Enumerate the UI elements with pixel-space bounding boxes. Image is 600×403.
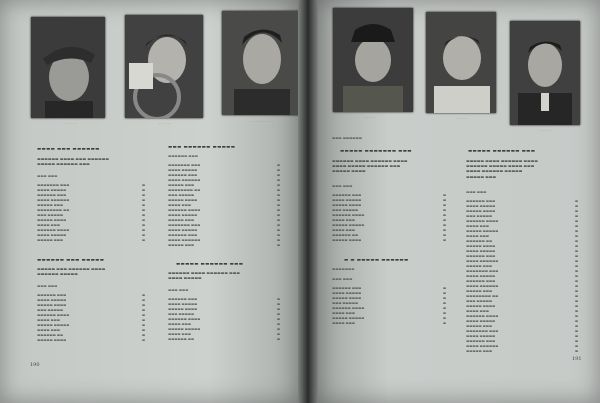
portrait-photo-6	[510, 21, 580, 125]
table-row: ▬▬▬▬ ▬▬▬▬▬ ▬	[466, 249, 578, 253]
subheading: ▬▬▬ ▬▬▬	[332, 277, 353, 281]
table-row: ▬▬▬▬▬▬ ▬▬ ▬	[332, 233, 446, 237]
table-row: ▬▬▬▬ ▬▬▬▬▬ ▬	[466, 334, 578, 338]
table-row: ▬▬▬▬ ▬▬▬▬▬▬ ▬	[466, 344, 578, 348]
table-row: ▬▬▬▬▬ ▬▬▬ ▬	[37, 203, 145, 207]
table-row: ▬▬▬▬ ▬▬▬ ▬	[466, 234, 578, 238]
intro-paragraph: ▬▬▬▬▬▬ ▬▬▬▬ ▬▬▬▬▬▬ ▬▬▬▬ ▬▬▬▬ ▬▬▬▬▬ ▬▬▬▬▬▬ ▬▬▬ ▬▬▬▬▬ ▬▬▬▬	[332, 158, 408, 174]
table-row: ▬▬▬▬▬ ▬▬▬▬ ▬	[466, 209, 578, 213]
subheading: ▬▬▬▬▬▬▬	[332, 267, 355, 271]
subheading: ▬▬▬ ▬▬▬	[37, 284, 58, 288]
table-row: ▬▬▬▬ ▬▬▬▬▬▬ ▬	[168, 238, 280, 242]
table-row: ▬▬▬▬▬▬ ▬▬▬▬ ▬	[332, 306, 446, 310]
table-row: ▬▬▬▬▬ ▬▬▬▬ ▬	[466, 304, 578, 308]
table-row: ▬▬▬▬ ▬▬▬▬▬ ▬	[466, 274, 578, 278]
table-row: ▬▬▬▬▬▬▬ ▬▬▬ ▬	[466, 329, 578, 333]
table-row: ▬▬▬▬▬▬ ▬▬▬ ▬	[332, 286, 446, 290]
caption-2: · · · · · ·	[158, 122, 172, 126]
table-row: ▬▬▬▬▬▬▬ ▬▬▬ ▬	[168, 163, 280, 167]
section-heading: ▬ ▬ ▬▬▬▬▬ ▬▬▬▬▬▬	[344, 258, 409, 263]
table-row: ▬▬▬▬ ▬▬▬▬▬ ▬	[37, 188, 145, 192]
table-row: ▬▬▬▬▬▬ ▬▬▬ ▬	[168, 233, 280, 237]
table-row: ▬▬▬▬ ▬▬▬▬▬ ▬	[168, 168, 280, 172]
caption-3: · · · · · · · · · ·	[251, 120, 273, 124]
section-heading: ▬▬▬▬▬ ▬▬▬▬▬▬▬ ▬▬▬	[340, 149, 412, 154]
table-row: ▬▬▬▬ ▬▬▬▬▬ ▬	[168, 213, 280, 217]
table-row: ▬▬▬ ▬▬▬▬▬ ▬	[37, 213, 145, 217]
table-row: ▬▬▬▬▬ ▬▬▬▬ ▬	[168, 198, 280, 202]
portrait-photo-1	[31, 17, 105, 118]
book-gutter	[298, 0, 318, 403]
table-row: ▬▬▬▬ ▬▬▬ ▬	[466, 224, 578, 228]
table-row: ▬▬▬▬▬▬ ▬▬▬▬ ▬	[168, 317, 280, 321]
table-row: ▬▬▬▬▬▬ ▬▬ ▬	[466, 239, 578, 243]
table-row: ▬▬▬ ▬▬▬▬▬ ▬	[332, 301, 446, 305]
table-row: ▬▬▬▬▬▬ ▬▬ ▬	[168, 337, 280, 341]
subheading: ▬▬▬ ▬▬▬	[332, 184, 353, 188]
table-row: ▬▬▬▬▬ ▬▬▬ ▬	[466, 289, 578, 293]
table-row: ▬▬▬▬▬▬ ▬▬▬▬ ▬	[466, 314, 578, 318]
table-row: ▬▬▬▬▬▬ ▬▬▬▬ ▬	[37, 228, 145, 232]
right-page	[318, 0, 600, 403]
table-row: ▬▬▬ ▬▬▬▬▬ ▬	[466, 214, 578, 218]
table-row: ▬▬▬▬▬ ▬▬▬▬▬ ▬	[168, 327, 280, 331]
table-row: ▬▬▬▬▬▬ ▬▬▬ ▬	[168, 297, 280, 301]
subheading: ▬▬▬▬▬▬ ▬▬▬	[168, 154, 198, 158]
section-heading: ▬▬▬▬▬▬ ▬▬▬ ▬▬▬▬▬	[37, 258, 105, 263]
table-row: ▬▬▬▬▬ ▬▬▬ ▬	[168, 243, 280, 247]
intro-paragraph: ▬▬▬▬▬ ▬▬▬ ▬▬▬▬▬▬ ▬▬▬▬ ▬▬▬▬▬▬ ▬▬▬▬▬	[37, 266, 106, 277]
table-row: ▬▬▬▬▬▬▬ ▬▬▬ ▬	[466, 269, 578, 273]
table-row: ▬▬▬▬ ▬▬▬ ▬	[332, 228, 446, 232]
table-row: ▬▬▬▬ ▬▬▬▬▬ ▬	[332, 198, 446, 202]
right-page-number: 191	[572, 356, 582, 362]
table-row: ▬▬▬ ▬▬▬▬▬ ▬	[37, 308, 145, 312]
subheading: ▬▬▬ ▬▬▬	[168, 288, 189, 292]
table-row: ▬▬▬▬ ▬▬▬▬▬ ▬	[37, 298, 145, 302]
table-row: ▬▬▬▬▬ ▬▬▬▬ ▬	[37, 218, 145, 222]
table-row: ▬▬▬▬ ▬▬▬▬▬▬ ▬	[466, 259, 578, 263]
table-row: ▬▬▬▬▬ ▬▬▬▬ ▬	[37, 338, 145, 342]
portrait-photo-3	[222, 11, 300, 115]
portrait-photo-4	[333, 8, 413, 112]
table-row: ▬▬▬▬ ▬▬▬ ▬	[37, 223, 145, 227]
table-row: ▬▬▬▬▬ ▬▬▬ ▬	[466, 264, 578, 268]
caption-6: · · · · · ·	[538, 129, 552, 133]
table-row: ▬▬▬▬ ▬▬▬▬▬▬ ▬	[168, 178, 280, 182]
table-row: ▬▬▬▬▬▬▬▬ ▬▬ ▬	[168, 188, 280, 192]
table-row: ▬▬▬▬▬▬ ▬▬▬▬ ▬	[332, 213, 446, 217]
section-heading: ▬▬▬ ▬▬▬▬▬▬ ▬▬▬▬▬	[168, 145, 236, 150]
left-page-number: 190	[30, 362, 40, 368]
table-row: ▬▬▬▬ ▬▬▬▬▬ ▬	[332, 291, 446, 295]
table-row: ▬▬▬▬▬▬▬ ▬▬▬ ▬	[168, 223, 280, 227]
table-row: ▬▬▬▬▬▬▬ ▬▬▬ ▬	[37, 183, 145, 187]
table-row: ▬▬▬▬▬▬ ▬▬ ▬	[37, 333, 145, 337]
table-row: ▬▬▬▬ ▬▬▬ ▬	[37, 328, 145, 332]
table-row: ▬▬▬▬ ▬▬▬ ▬	[168, 332, 280, 336]
subheading: ▬▬▬ ▬▬▬▬▬▬	[332, 136, 362, 140]
table-row: ▬▬▬▬▬▬ ▬▬▬ ▬	[332, 193, 446, 197]
table-row: ▬▬▬▬ ▬▬▬ ▬	[332, 218, 446, 222]
table-row: ▬▬▬▬ ▬▬▬▬▬▬ ▬	[466, 284, 578, 288]
table-row: ▬▬▬▬▬ ▬▬▬▬ ▬	[332, 296, 446, 300]
section-heading: ▬▬▬▬ ▬▬▬ ▬▬▬▬▬▬	[37, 147, 100, 152]
table-row: ▬▬▬ ▬▬▬▬▬ ▬	[168, 312, 280, 316]
table-row: ▬▬▬▬▬▬ ▬▬▬▬ ▬	[168, 208, 280, 212]
table-row: ▬▬▬▬ ▬▬▬▬▬ ▬	[168, 228, 280, 232]
table-row: ▬▬▬▬ ▬▬▬ ▬	[37, 318, 145, 322]
table-row: ▬▬▬▬▬ ▬▬▬ ▬	[466, 324, 578, 328]
table-row: ▬▬▬▬ ▬▬▬▬▬ ▬	[37, 233, 145, 237]
table-row: ▬▬▬ ▬▬▬▬▬ ▬	[168, 193, 280, 197]
portrait-photo-2	[125, 15, 203, 118]
table-row: ▬▬▬▬ ▬▬▬▬▬ ▬	[168, 302, 280, 306]
section-heading: ▬▬▬▬▬ ▬▬▬▬▬▬ ▬▬▬	[176, 262, 244, 267]
left-page	[0, 0, 298, 403]
table-row: ▬▬▬▬▬▬ ▬▬▬▬ ▬	[466, 219, 578, 223]
caption-1: · · · · · ·	[63, 122, 77, 126]
table-row: ▬▬▬▬▬▬▬▬ ▬▬ ▬	[466, 294, 578, 298]
table-row: ▬▬▬ ▬▬▬▬▬ ▬	[466, 299, 578, 303]
table-row: ▬▬▬▬▬ ▬▬▬▬ ▬	[332, 203, 446, 207]
portrait-photo-5	[426, 12, 496, 113]
table-row: ▬▬▬▬▬ ▬▬▬ ▬	[37, 238, 145, 242]
table-row: ▬▬▬▬ ▬▬▬ ▬	[332, 311, 446, 315]
table-row: ▬▬▬▬ ▬▬▬▬▬ ▬	[466, 319, 578, 323]
caption-4: · · · · ·	[364, 116, 375, 120]
table-row: ▬▬▬▬▬▬ ▬▬▬▬ ▬	[37, 313, 145, 317]
intro-paragraph: ▬▬▬▬▬▬ ▬▬▬▬ ▬▬▬ ▬▬▬▬▬▬ ▬▬▬▬▬ ▬▬▬▬▬▬ ▬▬▬	[37, 156, 109, 167]
table-row: ▬▬▬▬▬ ▬▬▬▬ ▬	[37, 303, 145, 307]
table-row: ▬▬▬▬▬▬ ▬▬▬ ▬	[466, 199, 578, 203]
table-row: ▬▬▬▬▬ ▬▬▬▬ ▬	[466, 244, 578, 248]
table-row: ▬▬▬▬▬ ▬▬▬ ▬	[168, 218, 280, 222]
table-row: ▬▬▬▬▬ ▬▬▬ ▬	[168, 183, 280, 187]
table-row: ▬▬▬▬▬▬ ▬▬▬ ▬	[466, 254, 578, 258]
table-row: ▬▬▬▬▬▬ ▬▬▬ ▬	[37, 293, 145, 297]
table-row: ▬▬▬▬ ▬▬▬▬▬▬ ▬	[37, 198, 145, 202]
table-row: ▬▬▬▬▬ ▬▬▬▬▬ ▬	[332, 223, 446, 227]
table-row: ▬▬▬ ▬▬▬▬▬ ▬	[332, 208, 446, 212]
table-row: ▬▬▬▬▬ ▬▬▬▬▬ ▬	[37, 323, 145, 327]
intro-paragraph: ▬▬▬▬▬▬ ▬▬▬▬ ▬▬▬▬▬▬ ▬▬▬ ▬▬▬▬ ▬▬▬▬▬	[168, 270, 240, 281]
table-row: ▬▬▬▬▬▬ ▬▬▬ ▬	[168, 173, 280, 177]
section-heading: ▬▬▬▬▬ ▬▬▬▬▬▬ ▬▬▬	[468, 149, 536, 154]
intro-paragraph: ▬▬▬▬▬ ▬▬▬▬ ▬▬▬▬▬▬ ▬▬▬▬ ▬▬▬▬▬▬ ▬▬▬▬▬ ▬▬▬▬ ▬▬▬ ▬▬▬▬ ▬▬▬▬▬▬ ▬▬▬▬▬ ▬▬▬▬▬ ▬▬▬	[466, 158, 538, 179]
table-row: ▬▬▬▬▬▬▬▬ ▬▬ ▬	[37, 208, 145, 212]
table-row: ▬▬▬▬▬▬ ▬▬▬ ▬	[466, 279, 578, 283]
table-row: ▬▬▬▬▬ ▬▬▬▬▬ ▬	[332, 316, 446, 320]
table-row: ▬▬▬▬▬ ▬▬▬▬ ▬	[332, 238, 446, 242]
table-row: ▬▬▬▬▬▬ ▬▬▬ ▬	[466, 339, 578, 343]
table-row: ▬▬▬▬▬ ▬▬▬▬▬ ▬	[466, 229, 578, 233]
table-row: ▬▬▬▬ ▬▬▬ ▬	[168, 322, 280, 326]
caption-5: · · · · ·	[456, 117, 467, 121]
table-row: ▬▬▬▬ ▬▬▬ ▬	[332, 321, 446, 325]
table-row: ▬▬▬▬▬ ▬▬▬▬ ▬	[168, 307, 280, 311]
table-row: ▬▬▬▬ ▬▬▬ ▬	[466, 309, 578, 313]
subheading: ▬▬▬ ▬▬▬	[37, 174, 58, 178]
table-row: ▬▬▬▬▬ ▬▬▬ ▬	[466, 349, 578, 353]
table-row: ▬▬▬▬ ▬▬▬ ▬	[168, 203, 280, 207]
table-row: ▬▬▬▬ ▬▬▬▬▬ ▬	[466, 204, 578, 208]
subheading: ▬▬▬ ▬▬▬	[466, 190, 487, 194]
table-row: ▬▬▬▬▬▬ ▬▬▬ ▬	[37, 193, 145, 197]
